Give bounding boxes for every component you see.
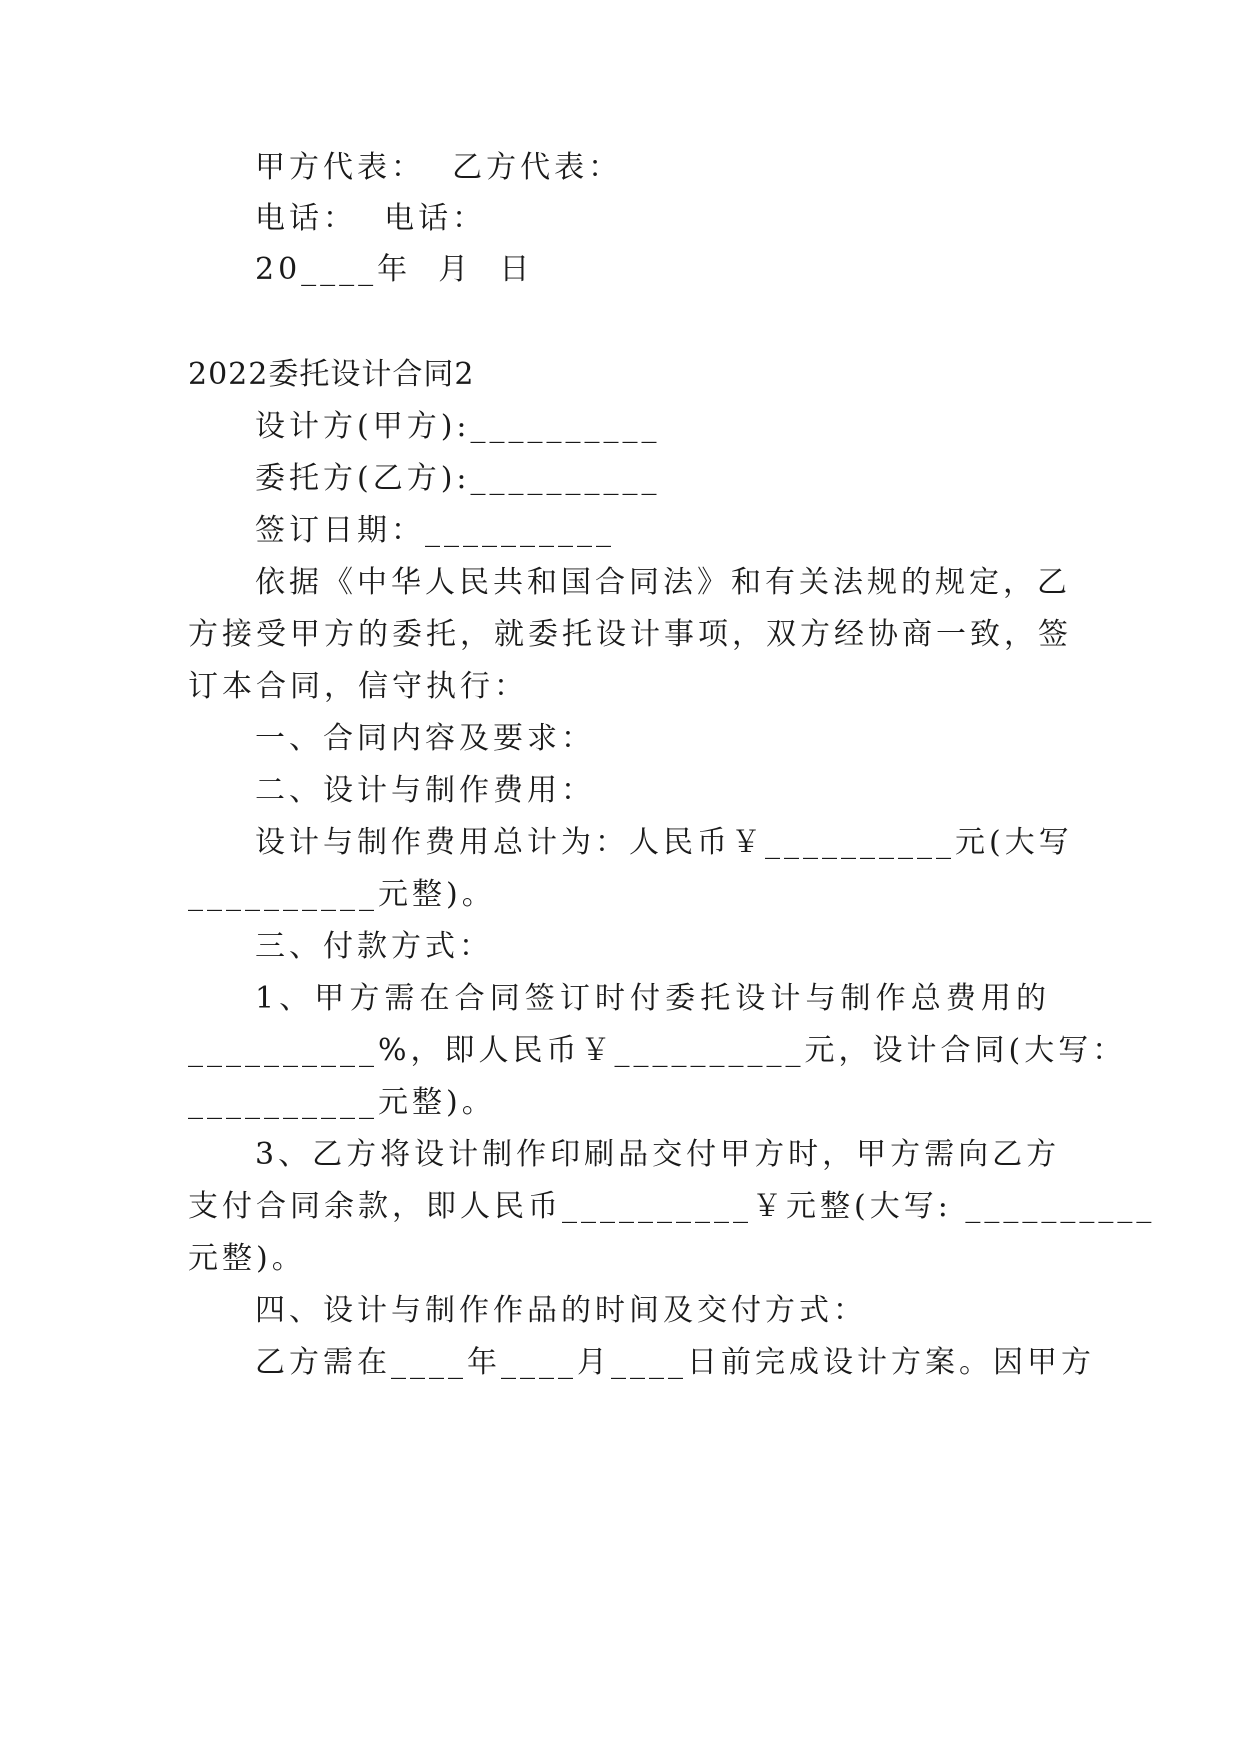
payment3-line-1: 3、乙方将设计制作印刷品交付甲方时，甲方需向乙方 [255,1137,1061,1172]
signature-date: 20____年 月 日 [255,252,534,287]
payment3-line-2: 支付合同余款，即人民币__________￥元整(大写: __________ [188,1189,1156,1224]
payment1-line-1: 1、甲方需在合同签订时付委托设计与制作总费用的 [255,981,1050,1016]
preamble-line-1: 依据《中华人民共和国合同法》和有关法规的规定，乙 [255,565,1071,600]
section-heading-1: 一、合同内容及要求： [255,721,595,756]
section-heading-3: 三、付款方式： [255,929,493,964]
contract-title: 2022委托设计合同2 [188,357,475,392]
client-party: 委托方(乙方):__________ [255,461,661,496]
preamble-line-3: 订本合同，信守执行： [188,669,528,704]
section-heading-2: 二、设计与制作费用： [255,773,595,808]
preamble-line-2: 方接受甲方的委托，就委托设计事项，双方经协商一致，签 [188,617,1072,652]
section-heading-4: 四、设计与制作作品的时间及交付方式： [255,1293,867,1328]
payment1-line-3: __________元整)。 [188,1085,496,1120]
payment1-line-2: __________%，即人民币￥__________元，设计合同(大写： [188,1033,1127,1068]
signing-date: 签订日期：__________ [255,513,615,548]
signature-phones: 电话： 电话： [255,201,487,236]
payment3-line-3: 元整)。 [188,1241,306,1276]
deadline-line: 乙方需在____年____月____日前完成设计方案。因甲方 [255,1345,1095,1380]
designer-party: 设计方(甲方):__________ [255,409,661,444]
fee-line-2: __________元整)。 [188,877,496,912]
fee-line-1: 设计与制作费用总计为：人民币￥__________元(大写 [255,825,1073,860]
signature-representatives: 甲方代表： 乙方代表： [255,150,623,185]
